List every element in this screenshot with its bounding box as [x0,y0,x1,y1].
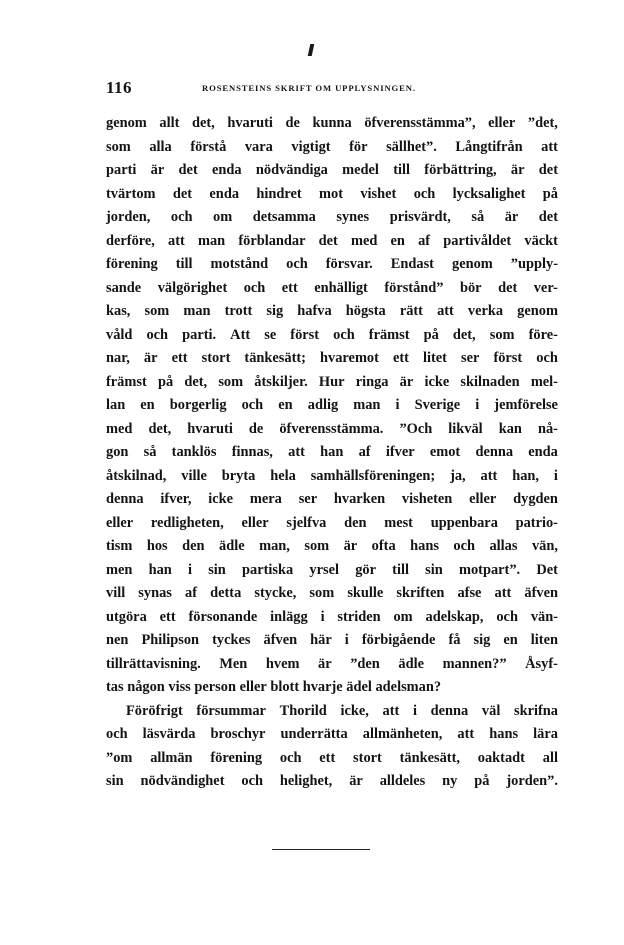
text-line: utgöra ett försonande inlägg i striden om adelskap, och vän- [106,608,558,625]
text-line: derföre, att man förblandar det med en af partivåldet väckt [106,232,558,249]
body-text [106,112,558,794]
text-line: parti är det enda nödvändiga medel till förbättring, är det [106,162,558,178]
text-line: våld och parti. Att se först och främst på det, som före- [106,326,558,343]
text-line: och läsvärda broschyr underrätta allmänheten, att hans lära [106,726,558,742]
text-line: sin nödvändighet och helighet, är alldeles ny på jorden”. [106,773,558,789]
text-line: nar, är ett stort tänkesätt; hvaremot ett litet ser först och [106,350,558,366]
text-line: ”om allmän förening och ett stort tänkesätt, oaktadt all [106,749,558,766]
text-line: sande välgörighet och ett enhälligt förstånd” bör det ver- [106,279,558,296]
text-line: tism hos den ädle man, som är ofta hans och allas vän, [106,538,558,554]
text-line: gon så tanklös finnas, att han af ifver emot denna enda [106,444,558,460]
text-line: tillrättavisning. Men hvem är ”den ädle mannen?” Åsyf- [106,655,558,672]
text-line: förening till motstånd och försvar. Endast genom ”upply- [106,256,558,272]
text-line: tas någon viss person eller blott hvarje ädel adelsman? [106,679,442,695]
end-rule [272,849,370,850]
text-line: men han i sin partiska yrsel gör till sin motpart”. Det [106,561,558,578]
text-line: som alla förstå vara vigtigt för sällhet”. Långtifrån att [106,138,558,155]
running-head: ROSENSTEINS SKRIFT OM UPPLYSNINGEN. [202,83,416,93]
page-number: 116 [106,78,133,97]
page-header [106,78,558,98]
text-line: eller redligheten, eller sjelfva den mest uppenbara patrio- [106,514,558,531]
text-line: främst på det, som åtskiljer. Hur ringa är icke skilnaden mel- [106,373,558,390]
text-line: åtskilnad, ville bryta hela samhällsföreningen; ja, att han, i [106,467,558,484]
text-line: Föröfrigt försummar Thorild icke, att i denna väl skrifna [126,702,558,719]
text-line: genom allt det, hvaruti de kunna öfverensstämma”, eller ”det, [106,115,558,131]
text-line: denna ifver, icke mera ser hvarken visheten eller dygden [106,491,558,507]
text-line: tvärtom det enda hindret mot vishet och lycksalighet på [106,185,558,202]
text-line: vill synas af detta stycke, som skulle skriften afse att äfven [106,585,558,601]
top-mark [308,44,315,56]
text-line: kas, som man trott sig hafva högsta rätt att verka genom [106,303,558,319]
text-line: lan en borgerlig och en adlig man i Sverige i jemförelse [106,397,558,413]
text-line: jorden, och om detsamma synes prisvärdt, så är det [106,209,558,225]
text-line: nen Philipson tyckes äfven här i förbigående få sig en liten [106,632,558,648]
text-line: med det, hvaruti de öfverensstämma. ”Och likväl kan nå- [106,420,558,437]
